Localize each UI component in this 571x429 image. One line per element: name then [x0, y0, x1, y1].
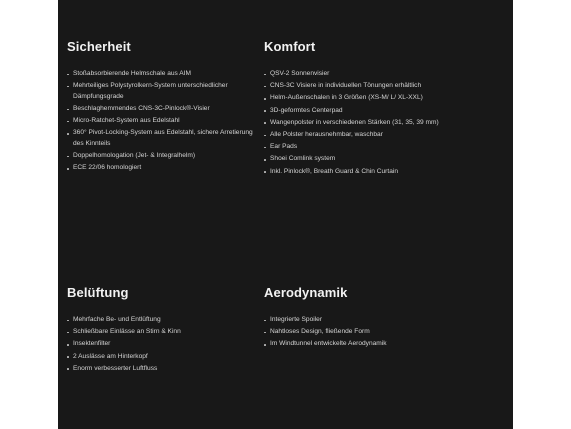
- section-title: Belüftung: [67, 285, 129, 300]
- list-item: 3D-geformtes Centerpad: [264, 106, 464, 117]
- list-item: CNS-3C Visiere in individuellen Tönungen erhältlich: [264, 81, 464, 92]
- list-item: Insektenfilter: [67, 339, 262, 350]
- section-aerodynamik: [264, 284, 464, 352]
- feature-list: [264, 315, 464, 350]
- feature-list: [67, 315, 262, 374]
- list-item: Im Windtunnel entwickelte Aerodynamik: [264, 339, 464, 350]
- list-item: QSV-2 Sonnenvisier: [264, 69, 464, 80]
- section-komfort: [264, 38, 464, 179]
- list-item: Alle Polster herausnehmbar, waschbar: [264, 130, 464, 141]
- section-title: Aerodynamik: [264, 285, 348, 300]
- list-item: Shoei Comlink system: [264, 154, 464, 165]
- list-item: Inkl. Pinlock®, Breath Guard & Chin Curtain: [264, 167, 464, 178]
- section-title: Komfort: [264, 39, 316, 54]
- section-title: Sicherheit: [67, 39, 131, 54]
- list-item: Nahtloses Design, fließende Form: [264, 327, 464, 338]
- list-item: Wangenpolster in verschiedenen Stärken (31, 35, 39 mm): [264, 118, 464, 129]
- list-item: Ear Pads: [264, 142, 464, 153]
- list-item: Mehrteiliges Polystyrolkern-System unterschiedlicher Dämpfungsgrade: [67, 81, 262, 102]
- list-item: Schließbare Einlässe an Stirn & Kinn: [67, 327, 262, 338]
- list-item: Integrierte Spoiler: [264, 315, 464, 326]
- list-item: 360° Pivot-Locking-System aus Edelstahl, sichere Arretierung des Kinnteils: [67, 128, 262, 149]
- list-item: Micro-Ratchet-System aus Edelstahl: [67, 116, 262, 127]
- feature-list: [264, 69, 464, 177]
- list-item: 2 Auslässe am Hinterkopf: [67, 352, 262, 363]
- section-sicherheit: [67, 38, 262, 176]
- feature-list: [67, 69, 262, 174]
- section-belueftung: [67, 284, 262, 376]
- list-item: Doppelhomologation (Jet- & Integralhelm): [67, 151, 262, 162]
- list-item: Helm-Außenschalen in 3 Größen (XS-M/ L/ XL-XXL): [264, 93, 464, 104]
- list-item: Enorm verbesserter Luftfluss: [67, 364, 262, 375]
- list-item: Beschlaghemmendes CNS-3C-Pinlock®-Visier: [67, 104, 262, 115]
- list-item: Stoßabsorbierende Helmschale aus AIM: [67, 69, 262, 80]
- list-item: Mehrfache Be- und Entlüftung: [67, 315, 262, 326]
- list-item: ECE 22/06 homologiert: [67, 163, 262, 174]
